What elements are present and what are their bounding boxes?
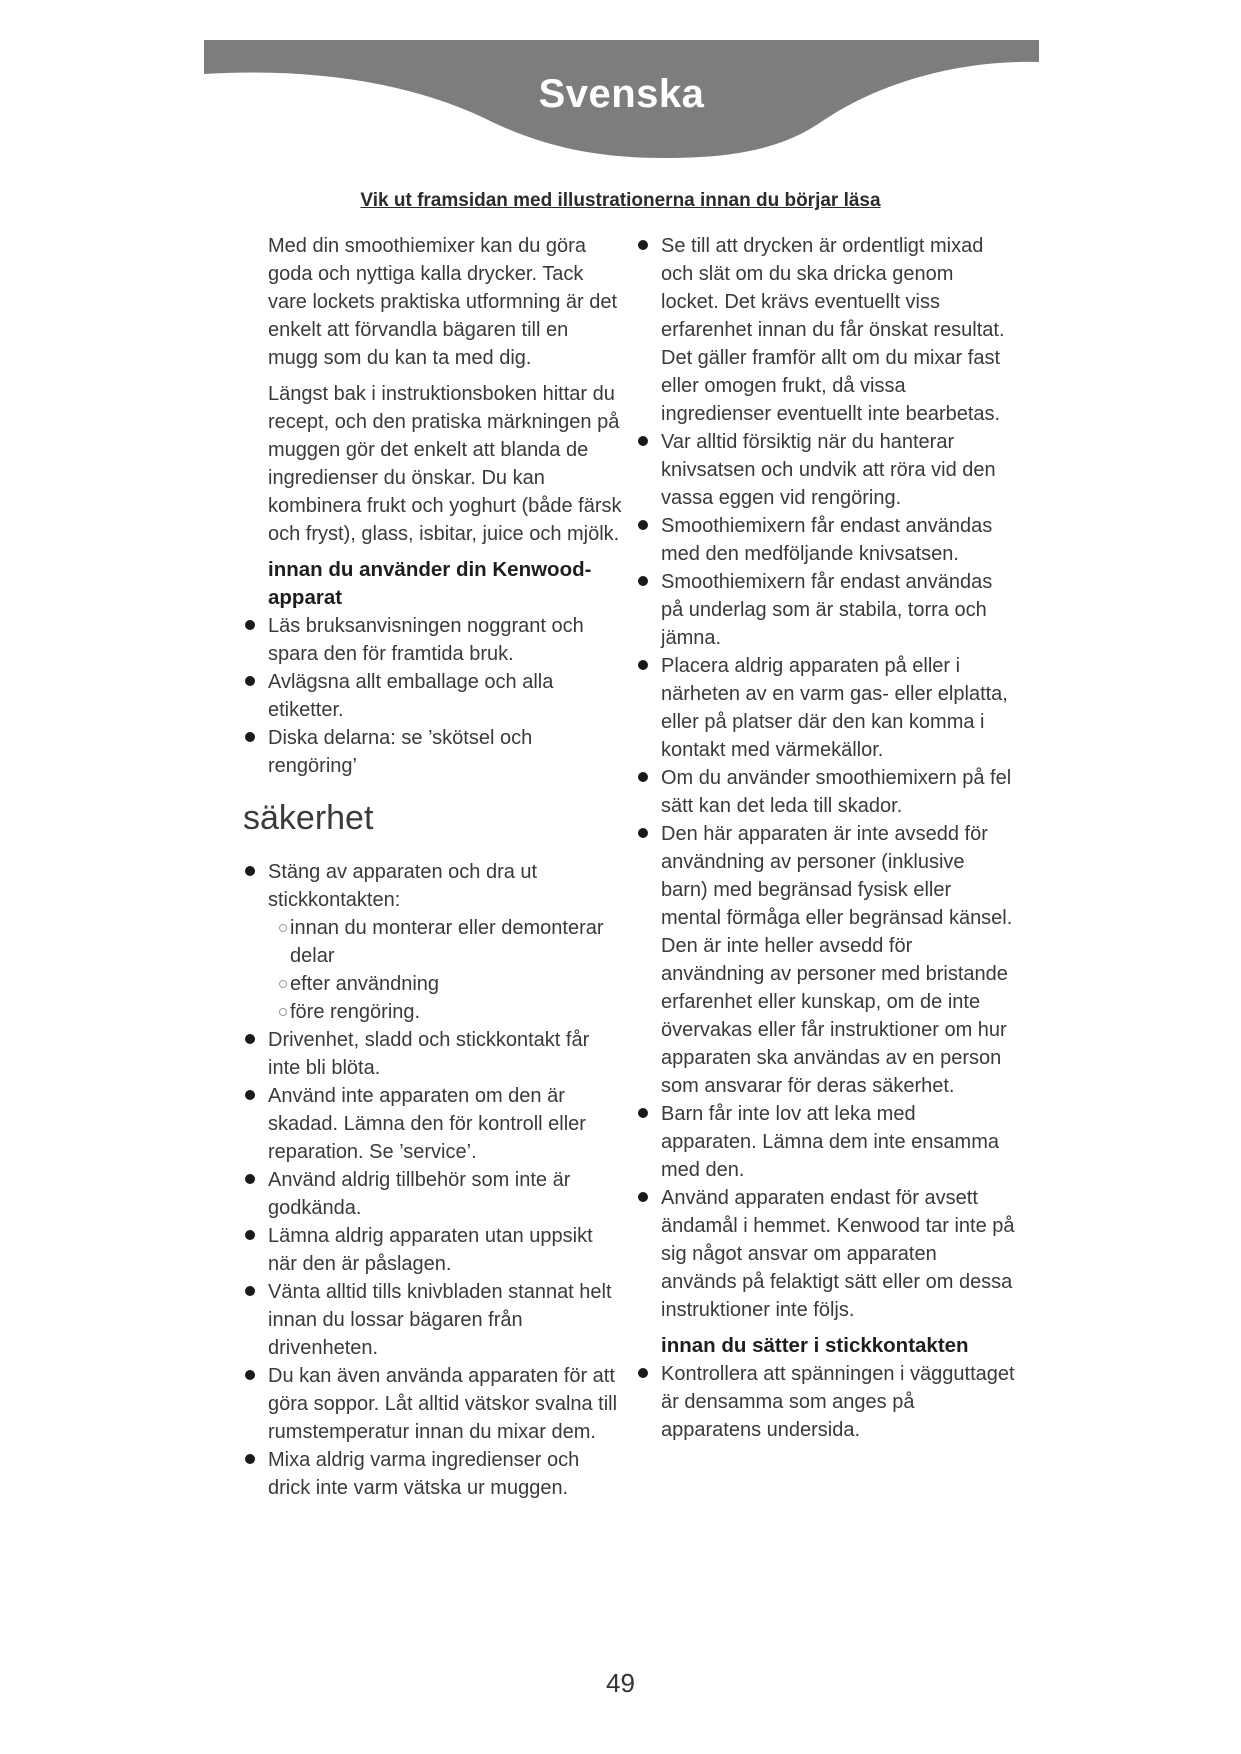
sub-list-item: efter användning [290,970,623,998]
safety-list [268,858,623,1502]
list-item: Om du använder smoothiemixern på fel sätt kan det leda till skador. [661,764,1016,820]
sub-list [268,914,623,1026]
header-band [204,40,1039,160]
list-item: Den här apparaten är inte avsedd för användning av personer (inklusive barn) med begränsad fysisk eller mental förmåga eller begränsad känsel. Den är inte heller avsedd för användning av personer med bristande erfarenhet eller kunskap, om de inte övervakas eller får instruktioner om hur apparaten ska användas av en person som ansvarar för deras säkerhet. [661,820,1016,1100]
sub-list-item: före rengöring. [290,998,623,1026]
list-item: Drivenhet, sladd och stickkontakt får inte bli blöta. [268,1026,623,1082]
list-item: Använd inte apparaten om den är skadad. Lämna den för kontroll eller reparation. Se ’service’. [268,1082,623,1166]
before-plug-heading: innan du sätter i stickkontakten [661,1334,969,1357]
list-item: Barn får inte lov att leka med apparaten. Lämna dem inte ensamma med den. [661,1100,1016,1184]
list-item: Smoothiemixern får endast användas på underlag som är stabila, torra och jämna. [661,568,1016,652]
page-number: 49 [606,1668,635,1698]
list-item [268,858,623,1026]
list-item: Läs bruksanvisningen noggrant och spara den för framtida bruk. [268,612,623,668]
list-item: Vänta alltid tills knivbladen stannat helt innan du lossar bägaren från drivenheten. [268,1278,623,1362]
list-item-text: Stäng av apparaten och dra ut stickkontakten: [268,861,538,911]
list-item: Använd aldrig tillbehör som inte är godkända. [268,1166,623,1222]
fold-out-note: Vik ut framsidan med illustrationerna innan du börjar läsa [360,190,881,211]
list-item: Se till att drycken är ordentligt mixad och slät om du ska dricka genom locket. Det krävs eventuellt viss erfarenhet innan du får önskat resultat. Det gäller framför allt om du mixar fast eller omogen frukt, då vissa ingredienser eventuellt inte bearbetas. [661,232,1016,428]
list-item: Du kan även använda apparaten för att göra soppor. Låt alltid vätskor svalna till rumstemperatur innan du mixar dem. [268,1362,623,1446]
list-item: Var alltid försiktig när du hanterar knivsatsen och undvik att röra vid den vassa eggen vid rengöring. [661,428,1016,512]
list-item: Lämna aldrig apparaten utan uppsikt när den är påslagen. [268,1222,623,1278]
safety-list-continued [661,232,1016,1324]
sub-list-item: innan du monterar eller demonterar delar [290,914,623,970]
intro-paragraph: Med din smoothiemixer kan du göra goda och nyttiga kalla drycker. Tack vare lockets praktiska utformning är det enkelt att förvandla bägaren till en mugg som du kan ta med dig. [268,235,618,369]
list-item: Mixa aldrig varma ingredienser och drick inte varm vätska ur muggen. [268,1446,623,1502]
list-item: Kontrollera att spänningen i vägguttaget är densamma som anges på apparatens undersida. [661,1360,1016,1444]
page-language-title: Svenska [538,72,705,116]
left-column [243,232,623,1502]
list-item: Smoothiemixern får endast användas med den medföljande knivsatsen. [661,512,1016,568]
before-plug-list [661,1360,1016,1444]
right-column [661,232,1016,1444]
intro-paragraph: Längst bak i instruktionsboken hittar du recept, och den pratiska märkningen på muggen gör det enkelt att blanda de ingredienser du önskar. Du kan kombinera frukt och yoghurt (både färsk och fryst), glass, isbitar, juice och mjölk. [268,383,622,545]
list-item: Diska delarna: se ’skötsel och rengöring’ [268,724,623,780]
list-item: Avlägsna allt emballage och alla etiketter. [268,668,623,724]
before-use-list [268,612,623,780]
safety-heading: säkerhet [243,799,374,837]
before-use-heading: innan du använder din Kenwood-apparat [268,558,592,609]
list-item: Använd apparaten endast för avsett ändamål i hemmet. Kenwood tar inte på sig något ansvar om apparaten används på felaktigt sätt eller om dessa instruktioner inte följs. [661,1184,1016,1324]
list-item: Placera aldrig apparaten på eller i närheten av en varm gas- eller elplatta, eller på platser där den kan komma i kontakt med värmekällor. [661,652,1016,764]
